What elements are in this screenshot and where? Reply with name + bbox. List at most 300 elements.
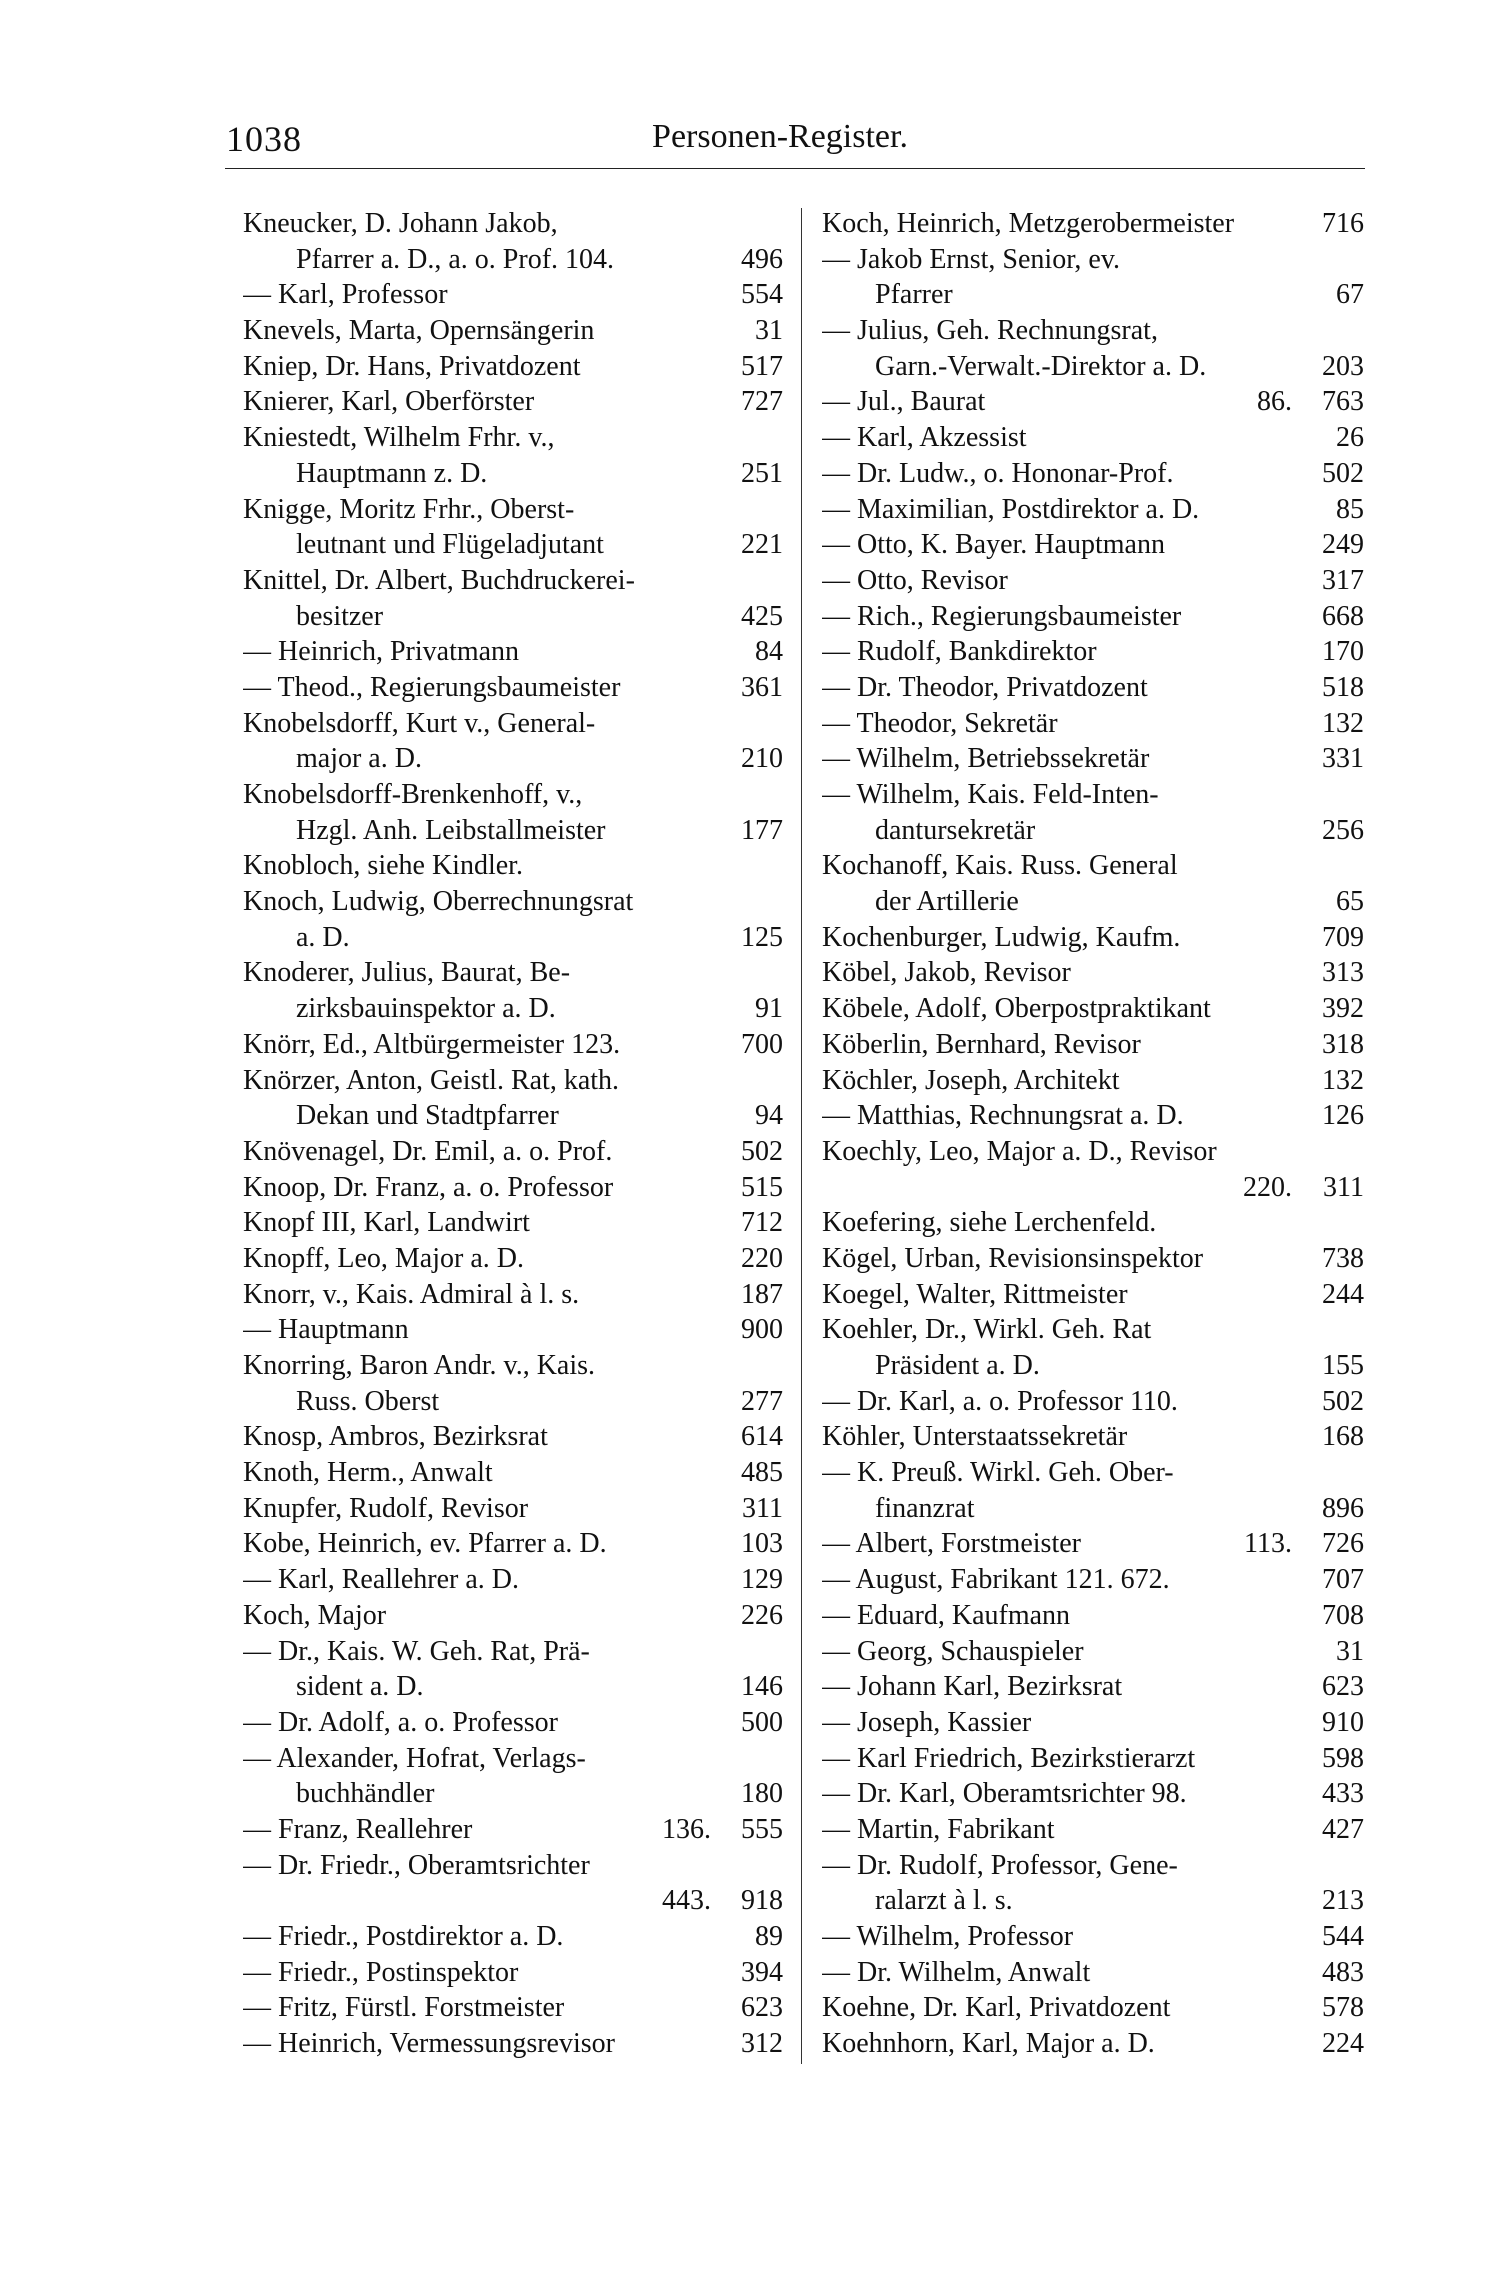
entry-text: Kneucker, D. Johann Jakob,: [243, 208, 558, 239]
entry-page-number: 203: [1322, 350, 1364, 382]
entry-text: — Wilhelm, Professor: [822, 1921, 1074, 1952]
register-entry: [822, 1776, 1364, 1812]
entry-page-number: 125: [741, 921, 783, 953]
register-entry: [243, 563, 783, 599]
entry-page-number: 502: [1322, 1385, 1364, 1417]
entry-text: Knoth, Herm., Anwalt: [243, 1457, 493, 1489]
entry-page-number: 712: [741, 1207, 783, 1239]
entry-page-number: 502: [741, 1135, 783, 1167]
entry-page-number: 91: [755, 993, 783, 1025]
register-entry: [243, 1134, 783, 1170]
entry-page-number: [725, 884, 783, 920]
entry-page-number: 727: [741, 386, 783, 418]
entry-text: Kochanoff, Kais. Russ. General: [822, 850, 1178, 882]
entry-page-number: 707: [1322, 1564, 1364, 1596]
register-entry: [243, 1776, 783, 1812]
entry-text: Knosp, Ambros, Bezirksrat: [243, 1421, 548, 1453]
entry-page-number: 89: [755, 1921, 783, 1952]
entry-page-number: [725, 1348, 783, 1384]
entry-text: Köhler, Unterstaatssekretär: [822, 1421, 1128, 1453]
entry-page-number: 361: [741, 671, 783, 703]
register-entry: [243, 706, 783, 742]
entry-text: Hzgl. Anh. Leibstallmeister: [296, 814, 606, 846]
entry-text: Knittel, Dr. Albert, Buchdruckerei-: [243, 564, 635, 596]
entry-text: Koch, Heinrich, Metzgerobermeister: [822, 208, 1235, 239]
entry-text: — Hauptmann: [243, 1314, 409, 1346]
register-entry: [822, 456, 1364, 492]
register-entry: [243, 1955, 783, 1991]
entry-text: Garn.-Verwalt.-Direktor a. D.: [875, 350, 1207, 382]
entry-text: a. D.: [296, 921, 350, 953]
entry-page-number: 726: [1322, 1528, 1364, 1560]
entry-text: finanzrat: [875, 1492, 975, 1524]
register-entry: [822, 1098, 1364, 1134]
register-entry: [243, 599, 783, 635]
register-entry: [822, 492, 1364, 528]
entry-page-number: 168: [1322, 1421, 1364, 1453]
register-entry: [822, 706, 1364, 742]
register-entry: [243, 1348, 783, 1384]
entry-text: Kochenburger, Ludwig, Kaufm.: [822, 921, 1181, 953]
entry-page-number: 85: [1336, 493, 1364, 525]
entry-page-number: 392: [1322, 993, 1364, 1025]
register-entry: [243, 991, 783, 1027]
register-entry: [822, 1598, 1364, 1634]
entry-text: Hauptmann z. D.: [296, 457, 488, 489]
register-entry: [822, 313, 1364, 349]
entry-page-number: 623: [1322, 1671, 1364, 1703]
entry-page-number: [1306, 1312, 1364, 1348]
entry-page-number: 180: [741, 1778, 783, 1810]
entry-text: Knupfer, Rudolf, Revisor: [243, 1492, 529, 1524]
register-entry: [243, 1562, 783, 1598]
entry-page-number: 226: [741, 1599, 783, 1631]
entry-text: Pfarrer a. D., a. o. Prof. 104.: [296, 243, 615, 275]
entry-page-number: [725, 1634, 783, 1670]
register-entry: [822, 1812, 1364, 1848]
entry-text: Knobelsdorff-Brenkenhoff, v.,: [243, 779, 583, 810]
entry-text: Knigge, Moritz Frhr., Oberst-: [243, 493, 575, 525]
entry-page-number: 517: [741, 350, 783, 382]
register-entry: [822, 884, 1364, 920]
entry-page-number: 518: [1322, 671, 1364, 703]
register-entry: [243, 1205, 783, 1241]
entry-page-number: 177: [741, 814, 783, 846]
register-entry: [243, 1170, 783, 1206]
entry-text: — Dr. Theodor, Privatdozent: [822, 671, 1148, 703]
register-entry: [822, 1348, 1364, 1384]
entry-page-number: 598: [1322, 1742, 1364, 1774]
entry-page-number: 155: [1322, 1350, 1364, 1381]
register-entry: [243, 1491, 783, 1527]
register-entry: [822, 384, 1364, 420]
register-entry: [243, 1063, 783, 1099]
entry-page-number: 31: [755, 315, 783, 347]
entry-text: — Karl, Reallehrer a. D.: [243, 1564, 519, 1596]
entry-text: buchhändler: [296, 1778, 435, 1810]
entry-page-number: [725, 420, 783, 456]
register-entry: [822, 741, 1364, 777]
register-entry: [243, 1741, 783, 1777]
entry-page-number: [725, 848, 783, 884]
register-entry: [243, 2026, 783, 2062]
entry-page-number: [725, 706, 783, 742]
entry-page-number: [725, 563, 783, 599]
entry-page-number: 331: [1322, 743, 1364, 775]
entry-page-number: 94: [755, 1100, 783, 1132]
entry-page-number: [725, 492, 783, 528]
entry-page-number: 126: [1322, 1100, 1364, 1132]
entry-text: besitzer: [296, 600, 384, 632]
entry-page-number: 554: [741, 279, 783, 311]
entry-page-number: 277: [741, 1385, 783, 1417]
entry-text: Knobloch, siehe Kindler.: [243, 850, 523, 882]
register-entry: [243, 492, 783, 528]
entry-text: dantursekretär: [875, 814, 1036, 846]
entry-text: Kobe, Heinrich, ev. Pfarrer a. D.: [243, 1528, 607, 1560]
entry-page-number: 210: [741, 743, 783, 775]
entry-text: Köchler, Joseph, Architekt: [822, 1064, 1120, 1096]
register-entry: [822, 848, 1364, 884]
entry-text: Knövenagel, Dr. Emil, a. o. Prof.: [243, 1135, 613, 1167]
entry-page-number: [725, 1848, 783, 1884]
entry-text: — Albert, Forstmeister: [822, 1528, 1081, 1560]
register-entry: [822, 349, 1364, 385]
entry-page-number: 244: [1322, 1278, 1364, 1310]
entry-page-number: 716: [1322, 208, 1364, 239]
register-entry: [822, 1134, 1364, 1170]
entry-text: Knörr, Ed., Altbürgermeister 123.: [243, 1028, 621, 1060]
entry-text: Russ. Oberst: [296, 1385, 440, 1417]
entry-page-number: 578: [1322, 1992, 1364, 2024]
register-entry: [243, 1027, 783, 1063]
entry-page-number: 425: [741, 600, 783, 632]
entry-text: — Wilhelm, Betriebssekretär: [822, 743, 1150, 775]
register-entry: [243, 1990, 783, 2026]
entry-page-number: 483: [1322, 1956, 1364, 1988]
entry-extra-page: 136.: [662, 1813, 711, 1845]
entry-text: Kniestedt, Wilhelm Frhr. v.,: [243, 422, 555, 454]
entry-page-number: [1306, 313, 1364, 349]
entry-text: — Heinrich, Privatmann: [243, 636, 520, 668]
entry-text: — Karl, Professor: [243, 279, 448, 311]
register-entry: [822, 1063, 1364, 1099]
entry-text: sident a. D.: [296, 1671, 424, 1703]
entry-page-number: 221: [741, 529, 783, 561]
register-entry: [822, 1277, 1364, 1313]
register-entry: [243, 206, 783, 242]
column-divider: [801, 208, 802, 2064]
register-entry: [243, 813, 783, 849]
entry-page-number: [725, 1741, 783, 1777]
register-entry: [822, 1848, 1364, 1884]
entry-text: [243, 1883, 662, 1919]
entry-page-number: [1306, 848, 1364, 884]
register-entry: [822, 1705, 1364, 1741]
entry-text: Knopff, Leo, Major a. D.: [243, 1242, 524, 1274]
entry-text: — Alexander, Hofrat, Verlags-: [243, 1742, 586, 1774]
entry-text: — Franz, Reallehrer: [243, 1813, 473, 1845]
register-entry: [243, 741, 783, 777]
entry-text: — Otto, Revisor: [822, 564, 1008, 596]
register-entry: [822, 1241, 1364, 1277]
entry-text: — Johann Karl, Bezirksrat: [822, 1671, 1123, 1703]
register-entry: [822, 1312, 1364, 1348]
entry-page-number: 427: [1322, 1813, 1364, 1845]
register-entry: [243, 456, 783, 492]
entry-page-number: 213: [1322, 1885, 1364, 1917]
entry-text: Kniep, Dr. Hans, Privatdozent: [243, 350, 581, 382]
entry-text: — Fritz, Fürstl. Forstmeister: [243, 1992, 565, 2024]
entry-page-number: [725, 1063, 783, 1099]
entry-page-number: 910: [1322, 1706, 1364, 1738]
register-entry: [822, 1170, 1364, 1206]
entry-text: Knoderer, Julius, Baurat, Be-: [243, 957, 571, 989]
register-entry: [822, 1491, 1364, 1527]
register-entry: [243, 884, 783, 920]
register-entry: [822, 277, 1364, 313]
entry-text: Knopf III, Karl, Landwirt: [243, 1207, 530, 1239]
register-entry: [822, 1455, 1364, 1491]
register-entry: [243, 1598, 783, 1634]
register-entry: [243, 955, 783, 991]
entry-page-number: 132: [1322, 1064, 1364, 1096]
entry-page-number: 132: [1322, 707, 1364, 739]
register-entry: [822, 563, 1364, 599]
entry-text: Knorring, Baron Andr. v., Kais.: [243, 1350, 596, 1381]
entry-page-number: 709: [1322, 921, 1364, 953]
register-entry: [243, 1098, 783, 1134]
register-entry: [822, 920, 1364, 956]
register-entry: [822, 527, 1364, 563]
entry-text: — Jul., Baurat: [822, 386, 986, 418]
entry-text: Knevels, Marta, Opernsängerin: [243, 315, 595, 347]
entry-page-number: 84: [755, 636, 783, 668]
register-entry: [243, 242, 783, 278]
entry-page-number: 65: [1336, 886, 1364, 918]
entry-text: Koefering, siehe Lerchenfeld.: [822, 1207, 1157, 1239]
entry-text: major a. D.: [296, 743, 422, 775]
register-entry: [822, 420, 1364, 456]
left-column: [243, 206, 783, 2062]
register-entry: [243, 1384, 783, 1420]
entry-text: Knoop, Dr. Franz, a. o. Professor: [243, 1171, 614, 1203]
register-entry: [243, 1455, 783, 1491]
register-entry: [822, 2026, 1364, 2062]
page-title: Personen-Register.: [652, 118, 908, 155]
entry-page-number: 738: [1322, 1242, 1364, 1274]
entry-text: — Eduard, Kaufmann: [822, 1599, 1071, 1631]
entry-page-number: 67: [1336, 279, 1364, 311]
entry-page-number: [725, 955, 783, 991]
entry-page-number: 187: [741, 1278, 783, 1310]
entry-text: — Dr. Rudolf, Professor, Gene-: [822, 1849, 1178, 1881]
entry-text: — Julius, Geh. Rechnungsrat,: [822, 315, 1158, 347]
register-entry: [243, 1312, 783, 1348]
entry-page-number: 700: [741, 1028, 783, 1060]
register-entry: [822, 1419, 1364, 1455]
register-entry: [822, 1669, 1364, 1705]
entry-extra-page: 86.: [1257, 386, 1292, 418]
register-entry: [822, 1384, 1364, 1420]
register-entry: [822, 1634, 1364, 1670]
register-entry: [822, 1562, 1364, 1598]
entry-page-number: 224: [1322, 2028, 1364, 2060]
register-entry: [822, 1955, 1364, 1991]
entry-text: Köberlin, Bernhard, Revisor: [822, 1028, 1141, 1060]
entry-page-number: 317: [1322, 564, 1364, 596]
entry-page-number: 544: [1322, 1921, 1364, 1952]
entry-text: Dekan und Stadtpfarrer: [296, 1100, 559, 1132]
entry-page-number: 146: [741, 1671, 783, 1703]
entry-text: — Georg, Schauspieler: [822, 1635, 1084, 1667]
entry-page-number: [1306, 777, 1364, 813]
entry-page-number: 318: [1322, 1028, 1364, 1060]
entry-text: — Theodor, Sekretär: [822, 707, 1058, 739]
entry-page-number: 220: [741, 1242, 783, 1274]
entry-page-number: 896: [1322, 1492, 1364, 1524]
entry-text: — Dr., Kais. W. Geh. Rat, Prä-: [243, 1635, 590, 1667]
register-entry: [822, 1205, 1364, 1241]
register-entry: [243, 1634, 783, 1670]
page-number: 1038: [226, 119, 302, 159]
entry-text: — Dr. Adolf, a. o. Professor: [243, 1706, 558, 1738]
entry-text: Koegel, Walter, Rittmeister: [822, 1278, 1128, 1310]
entry-text: Kögel, Urban, Revisionsinspektor: [822, 1242, 1204, 1274]
register-entry: [243, 670, 783, 706]
entry-text: Knierer, Karl, Oberförster: [243, 386, 535, 418]
entry-page-number: 500: [741, 1706, 783, 1738]
right-column: [822, 206, 1364, 2062]
entry-text: Koechly, Leo, Major a. D., Revisor: [822, 1135, 1217, 1167]
entry-page-number: [1306, 242, 1364, 278]
entry-text: Knobelsdorff, Kurt v., General-: [243, 707, 596, 739]
entry-text: — Theod., Regierungsbaumeister: [243, 671, 621, 703]
entry-text: Knoch, Ludwig, Oberrechnungsrat: [243, 886, 634, 918]
register-entry: [243, 848, 783, 884]
entry-page-number: 256: [1322, 814, 1364, 846]
entry-page-number: [1306, 1455, 1364, 1491]
register-entry: [822, 206, 1364, 242]
header-rule: [225, 168, 1365, 169]
entry-page-number: 312: [741, 2028, 783, 2060]
register-entry: [243, 349, 783, 385]
entry-page-number: [725, 777, 783, 813]
entry-page-number: 103: [741, 1528, 783, 1560]
entry-page-number: 515: [741, 1171, 783, 1203]
entry-text: — August, Fabrikant 121. 672.: [822, 1564, 1170, 1596]
entry-page-number: 433: [1322, 1778, 1364, 1810]
entry-page-number: 311: [1323, 1171, 1364, 1203]
entry-text: — Matthias, Rechnungsrat a. D.: [822, 1100, 1184, 1132]
register-entry: [243, 384, 783, 420]
entry-text: — Karl, Akzessist: [822, 422, 1027, 454]
entry-text: — Dr. Karl, a. o. Professor 110.: [822, 1385, 1178, 1417]
register-entry: [243, 1812, 783, 1848]
register-entry: [243, 1919, 783, 1955]
register-entry: [822, 242, 1364, 278]
register-entry: [822, 670, 1364, 706]
register-entry: [243, 1669, 783, 1705]
register-entry: [822, 991, 1364, 1027]
entry-extra-page: 113.: [1244, 1528, 1292, 1560]
register-entry: [243, 1526, 783, 1562]
entry-page-number: 555: [741, 1813, 783, 1845]
entry-page-number: 129: [741, 1564, 783, 1596]
register-entry: [822, 1990, 1364, 2026]
entry-page-number: 614: [741, 1421, 783, 1453]
entry-text: zirksbauinspektor a. D.: [296, 993, 556, 1025]
entry-text: — Maximilian, Postdirektor a. D.: [822, 493, 1200, 525]
entry-page-number: 623: [741, 1992, 783, 2024]
entry-text: leutnant und Flügeladjutant: [296, 529, 604, 561]
entry-page-number: 394: [741, 1956, 783, 1988]
entry-extra-page: 443.: [662, 1885, 711, 1917]
entry-text: Koehler, Dr., Wirkl. Geh. Rat: [822, 1314, 1152, 1346]
entry-text: — Friedr., Postinspektor: [243, 1956, 519, 1988]
entry-page-number: 313: [1322, 957, 1364, 989]
entry-page-number: [725, 206, 783, 242]
entry-text: — Friedr., Postdirektor a. D.: [243, 1921, 564, 1952]
entry-text: Koehnhorn, Karl, Major a. D.: [822, 2028, 1155, 2060]
entry-page-number: 170: [1322, 636, 1364, 668]
entry-text: — Jakob Ernst, Senior, ev.: [822, 243, 1121, 275]
entry-text: — Dr. Ludw., o. Hononar-Prof.: [822, 457, 1174, 489]
entry-page-number: 485: [741, 1457, 783, 1489]
entry-text: — K. Preuß. Wirkl. Geh. Ober-: [822, 1457, 1174, 1489]
register-entry: [243, 634, 783, 670]
entry-text: — Joseph, Kassier: [822, 1706, 1032, 1738]
register-entry: [822, 1526, 1364, 1562]
register-entry: [243, 920, 783, 956]
entry-extra-page: 220.: [1243, 1171, 1292, 1203]
entry-text: — Rich., Regierungsbaumeister: [822, 600, 1182, 632]
entry-page-number: 708: [1322, 1599, 1364, 1631]
entry-page-number: 668: [1322, 600, 1364, 632]
entry-page-number: 502: [1322, 457, 1364, 489]
register-entry: [243, 1883, 783, 1919]
register-entry: [822, 813, 1364, 849]
entry-text: Knorr, v., Kais. Admiral à l. s.: [243, 1278, 580, 1310]
entry-page-number: [1306, 1848, 1364, 1884]
register-entry: [243, 1241, 783, 1277]
register-entry: [243, 527, 783, 563]
register-entry: [822, 955, 1364, 991]
register-entry: [243, 777, 783, 813]
register-entry: [243, 1705, 783, 1741]
entry-text: — Wilhelm, Kais. Feld-Inten-: [822, 779, 1159, 810]
entry-text: — Heinrich, Vermessungsrevisor: [243, 2028, 615, 2060]
register-entry: [243, 1277, 783, 1313]
entry-text: — Karl Friedrich, Bezirkstierarzt: [822, 1742, 1196, 1774]
entry-text: Koehne, Dr. Karl, Privatdozent: [822, 1992, 1171, 2024]
register-entry: [243, 420, 783, 456]
entry-text: ralarzt à l. s.: [875, 1885, 1013, 1917]
entry-text: der Artillerie: [875, 886, 1019, 918]
entry-page-number: 26: [1336, 422, 1364, 454]
entry-page-number: [1306, 1134, 1364, 1170]
entry-page-number: 496: [741, 243, 783, 275]
register-entry: [822, 599, 1364, 635]
register-entry: [822, 1027, 1364, 1063]
entry-page-number: 311: [742, 1492, 783, 1524]
register-entry: [822, 1883, 1364, 1919]
entry-page-number: 249: [1322, 529, 1364, 561]
entry-page-number: 251: [741, 457, 783, 489]
entry-text: — Martin, Fabrikant: [822, 1813, 1055, 1845]
entry-text: — Dr. Friedr., Oberamtsrichter: [243, 1849, 590, 1881]
entry-text: Pfarrer: [875, 279, 953, 311]
